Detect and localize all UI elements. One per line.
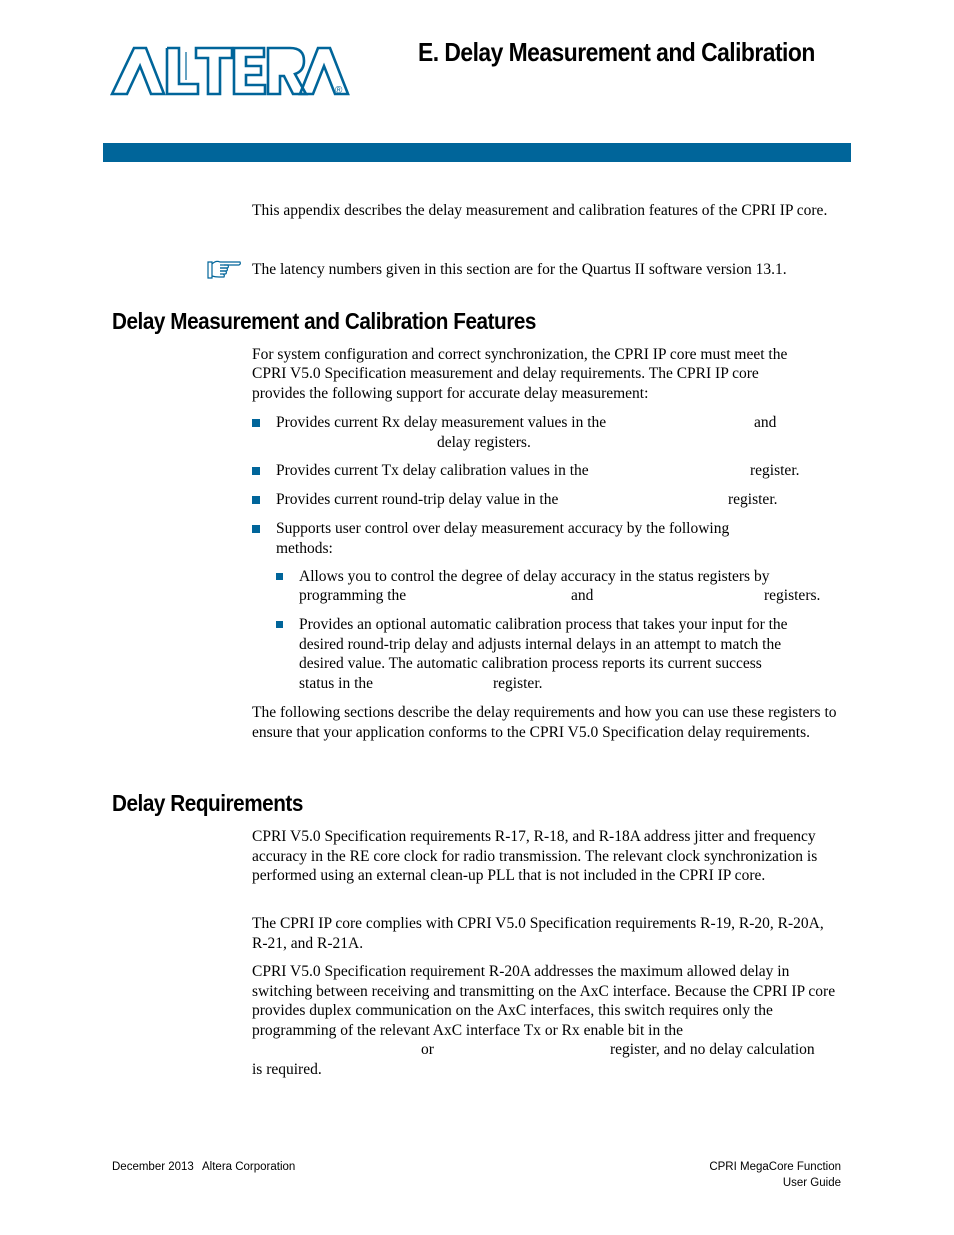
version-note: The latency numbers given in this section are for the Quartus II software version 13.1. (252, 261, 787, 278)
features-intro-line: For system configuration and correct synchronization, the CPRI IP core must meet the (252, 346, 788, 363)
sub-bullet-accuracy-end: registers. (764, 587, 821, 604)
sub-bullet-auto-calibration-cont: desired value. The automatic calibration process reports its current success (299, 655, 762, 672)
footer-company: Altera Corporation (202, 1161, 296, 1173)
altera-logo (110, 44, 350, 100)
footer-date: December 2013 (112, 1161, 194, 1173)
bullet-user-control-cont: methods: (276, 540, 333, 557)
bullet-marker (252, 467, 260, 475)
sub-bullet-marker (276, 621, 283, 628)
sub-bullet-marker (276, 573, 283, 580)
title-rule (103, 143, 851, 162)
bullet-tx-calibration: Provides current Tx delay calibration values in the (276, 462, 589, 479)
sub-bullet-auto-calibration-end: register. (493, 675, 543, 692)
bullet-rx-delay-end: delay registers. (437, 434, 531, 451)
requirements-paragraph-3: CPRI V5.0 Specification requirement R-20A addresses the maximum allowed delay in switching between receiving and transmitting on the AxC interface. Because the CPRI IP core provides duplex communication on the AxC interfaces, this switch requires only the programming of the relevant AxC interface Tx or Rx enable bit in the (252, 963, 836, 1039)
bullet-rx-delay: Provides current Rx delay measurement values in the (276, 414, 607, 431)
section-heading-features: Delay Measurement and Calibration Features (112, 308, 536, 334)
features-intro-line: provides the following support for accurate delay measurement: (252, 385, 649, 402)
section-heading-requirements: Delay Requirements (112, 790, 303, 816)
chapter-title: E. Delay Measurement and Calibration (418, 37, 815, 67)
bullet-marker (252, 419, 260, 427)
intro-paragraph: This appendix describes the delay measurement and calibration features of the CPRI IP core. (252, 202, 828, 219)
bullet-rx-delay-and: and (754, 414, 777, 431)
bullet-user-control: Supports user control over delay measurement accuracy by the following (276, 520, 730, 537)
sub-bullet-auto-calibration: Provides an optional automatic calibration process that takes your input for the (299, 616, 788, 633)
requirements-paragraph-3-or: or (421, 1041, 434, 1058)
bullet-marker (252, 496, 260, 504)
requirements-paragraph-3-last: is required. (252, 1061, 322, 1078)
features-outro: The following sections describe the delay requirements and how you can use these registers to ensure that your application conforms to the CPRI V5.0 Specification delay requirements. (252, 704, 837, 741)
requirements-paragraph-1: CPRI V5.0 Specification requirements R-17, R-18, and R-18A address jitter and frequency accuracy in the RE core clock for radio transmission. The relevant clock synchronization is performed using an external clean-up PLL that is not included in the CPRI IP core. (252, 828, 818, 885)
bullet-round-trip-end: register. (728, 491, 778, 508)
footer-product: CPRI MegaCore Function (709, 1161, 841, 1173)
sub-bullet-accuracy-cont: programming the (299, 587, 407, 604)
requirements-paragraph-3-end: register, and no delay calculation (610, 1041, 815, 1058)
bullet-tx-calibration-end: register. (750, 462, 800, 479)
features-intro-line: CPRI V5.0 Specification measurement and delay requirements. The CPRI IP core (252, 365, 759, 382)
sub-bullet-auto-calibration-cont: desired round-trip delay and adjusts internal delays in an attempt to match the (299, 636, 782, 653)
requirements-paragraph-2: The CPRI IP core complies with CPRI V5.0 Specification requirements R-19, R-20, R-20A, R-21, and R-21A. (252, 915, 824, 952)
registered-mark: ® (335, 85, 343, 96)
bullet-marker (252, 525, 260, 533)
sub-bullet-accuracy: Allows you to control the degree of delay accuracy in the status registers by (299, 568, 770, 585)
footer-doc-type: User Guide (782, 1177, 841, 1189)
sub-bullet-auto-calibration-status: status in the (299, 675, 374, 692)
sub-bullet-accuracy-and: and (571, 587, 594, 604)
bullet-round-trip: Provides current round-trip delay value in the (276, 491, 559, 508)
pointing-hand-note-icon (206, 258, 242, 280)
